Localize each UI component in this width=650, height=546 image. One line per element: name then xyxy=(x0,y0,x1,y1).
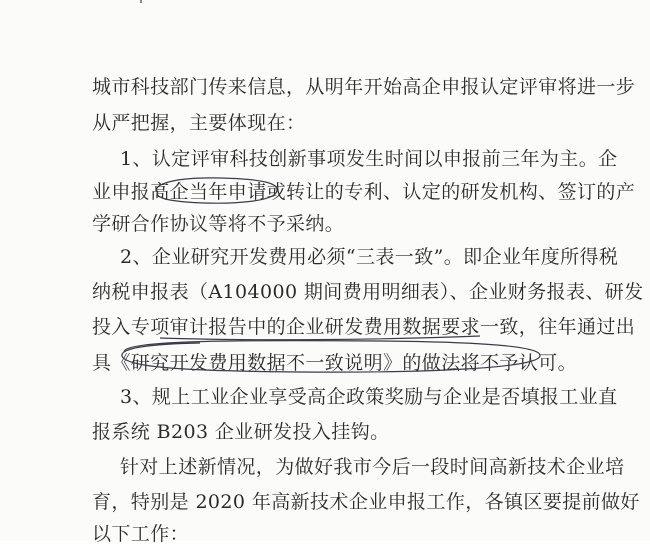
scan-speck xyxy=(140,0,142,3)
paragraph-line-5: 学研合作协议等将不予采纳。 xyxy=(92,213,345,235)
paragraph-line-3: 1、认定评审科技创新事项发生时间以申报前三年为主。企 xyxy=(120,148,618,170)
paragraph-line-4: 业申报高企当年申请或转让的专利、认定的研发机构、签订的产 xyxy=(92,181,636,203)
paragraph-line-7: 纳税申报表（A104000 期间费用明细表）、企业财务报表、研发 xyxy=(92,281,644,303)
paragraph-line-13: 育，特别是 2020 年高新技术企业申报工作，各镇区要提前做好 xyxy=(92,491,640,513)
paragraph-line-11: 报系统 B203 企业研发投入挂钩。 xyxy=(92,421,390,443)
paragraph-line-12: 针对上述新情况，为做好我市今后一段时间高新技术企业培 xyxy=(120,456,625,478)
paragraph-line-1: 城市科技部门传来信息，从明年开始高企申报认定评审将进一步 xyxy=(92,76,636,98)
paragraph-line-2: 从严把握，主要体现在： xyxy=(92,112,306,134)
paragraph-line-9: 具《研究开发费用数据不一致说明》的做法将不予认可。 xyxy=(92,352,578,374)
paragraph-line-10: 3、规上工业企业享受高企政策奖励与企业是否填报工业直 xyxy=(120,386,618,408)
paragraph-line-6: 2、企业研究开发费用必须“三表一致”。即企业年度所得税 xyxy=(120,246,619,268)
paragraph-line-8: 投入专项审计报告中的企业研发费用数据要求一致，往年通过出 xyxy=(92,316,636,338)
paragraph-line-14: 以下工作： xyxy=(92,523,190,545)
